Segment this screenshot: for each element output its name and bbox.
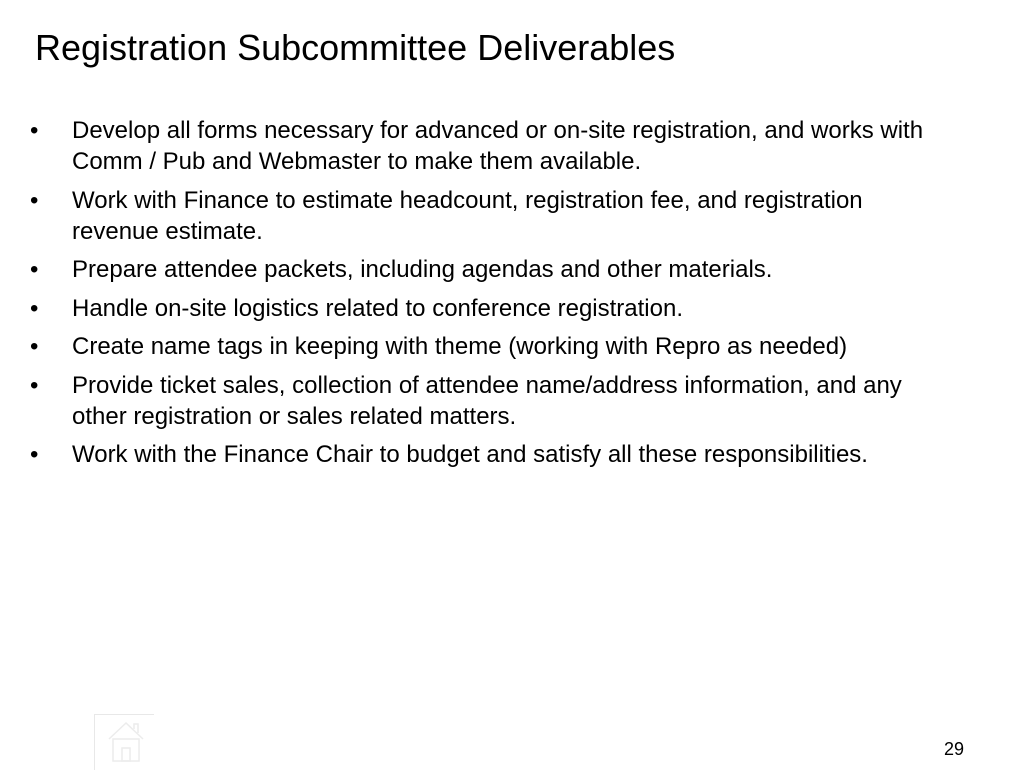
bullet-text: Handle on-site logistics related to conference registration. [72,294,683,322]
bullet-marker: • [30,256,39,283]
bullet-marker: • [30,186,39,214]
bullet-marker: • [30,371,39,399]
slide-title: Registration Subcommittee Deliverables [35,27,676,68]
home-button[interactable] [94,714,154,770]
home-icon [107,719,145,763]
bullet-item [30,115,955,177]
bullet-text: Prepare attendee packets, including agendas and other materials. [72,256,773,283]
bullet-text: Create name tags in keeping with theme (working with Repro as needed) [72,333,848,360]
bullet-item [30,293,955,324]
bullet-item [30,331,955,362]
bullet-marker: • [30,333,39,360]
bullet-text: Provide ticket sales, collection of attendee name/address information, and any other registration or sales related matters. [72,371,902,430]
bullet-text: Develop all forms necessary for advanced or on-site registration, and works with Comm / Pub and Webmaster to make them available. [72,117,924,175]
page-number: 29 [943,739,964,759]
bullet-text: Work with the Finance Chair to budget and satisfy all these responsibilities. [72,441,868,468]
bullet-text: Work with Finance to estimate headcount, registration fee, and registration revenue estimate. [72,186,863,245]
bullet-list [30,115,955,478]
bullet-marker: • [30,441,39,468]
bullet-item [30,254,955,285]
bullet-marker: • [30,117,39,144]
bullet-marker: • [30,294,39,322]
bullet-item [30,185,955,247]
bullet-item [30,439,955,470]
bullet-item [30,370,955,432]
